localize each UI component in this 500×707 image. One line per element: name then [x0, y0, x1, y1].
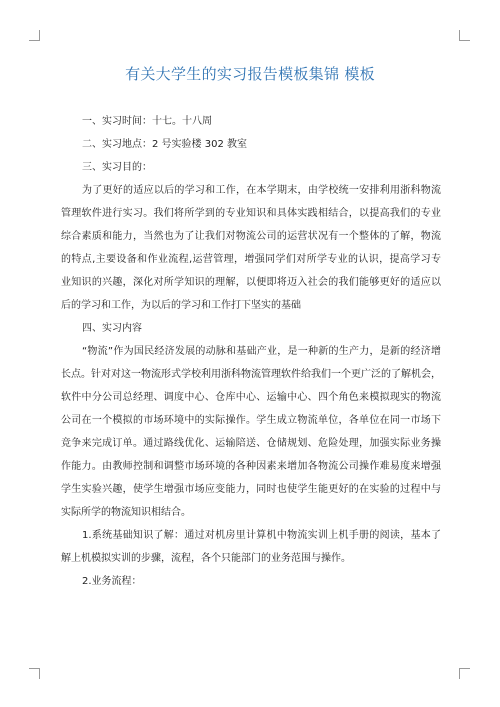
crop-mark-bottom-right [459, 668, 470, 679]
document-body [61, 110, 441, 593]
paragraph-line: 为了更好的适应以后的学习和工作，在本学期末，由学校统一安排利用浙科物流 [82, 185, 441, 196]
business-process-heading: 2.业务流程： [82, 576, 142, 587]
paragraph-line: 1.系统基础知识了解：通过对机房里计算机中物流实训上机手册的阅读，基本了 [82, 530, 441, 541]
paragraph-line: 解上机模拟实训的步骤，流程，各个只能部门的业务范围与操作。 [61, 553, 351, 564]
paragraph-line: 的特点,主要设备和作业流程,运营管理，增强同学们对所学专业的认识，提高学习专 [61, 254, 441, 265]
crop-mark-top-right [459, 30, 470, 41]
paragraph-line: 实际所学的物流知识相结合。 [61, 507, 191, 518]
paragraph-line: 软件中分公司总经理、调度中心、仓库中心、运输中心、四个角色来模拟现实的物流 [61, 392, 441, 403]
crop-mark-top-left [29, 30, 40, 41]
paragraph-line: 业知识的兴趣，深化对所学知识的理解，以便即将迈入社会的我们能够更好的适应以 [61, 277, 441, 288]
crop-mark-bottom-left [29, 668, 40, 679]
paragraph-line: 公司在一个模拟的市场环境中的实际操作。学生成立物流单位，各单位在同一市场下 [61, 415, 441, 426]
paragraph-line: 长点。针对对这一物流形式学校利用浙科物流管理软件给我们一个更广泛的了解机会， [61, 369, 441, 380]
paragraph-line: 综合素质和能力，当然也为了让我们对物流公司的运营状况有一个整体的了解，物流 [61, 231, 441, 242]
paragraph-line: “物流”作为国民经济发展的动脉和基础产业，是一种新的生产力，是新的经济增 [82, 346, 441, 357]
paragraph-line: 竞争来完成订单。通过路线优化、运输陪送、仓储规划、危险处理，加强实际业务操 [61, 438, 441, 449]
practice-time-line: 一、实习时间：十七。十八周 [82, 116, 212, 127]
paragraph-line: 管理软件进行实习。我们将所学到的专业知识和具体实践相结合，以提高我们的专业 [61, 208, 441, 219]
paragraph-line: 后的学习和工作，为以后的学习和工作打下坚实的基础 [61, 300, 301, 311]
paragraph-line: 作能力。由教师控制和调整市场环境的各种因素来增加各物流公司操作难易度来增强 [61, 461, 441, 472]
practice-location-line: 二、实习地点：2 号实验楼 302 教室 [82, 139, 247, 150]
practice-content-heading: 四、实习内容 [82, 323, 142, 334]
practice-purpose-heading: 三、实习目的： [82, 162, 152, 173]
document-title: 有关大学生的实习报告模板集锦 模板 [125, 65, 375, 83]
paragraph-line: 学生实验兴趣，使学生增强市场应变能力，同时也使学生能更好的在实验的过程中与 [61, 484, 441, 495]
